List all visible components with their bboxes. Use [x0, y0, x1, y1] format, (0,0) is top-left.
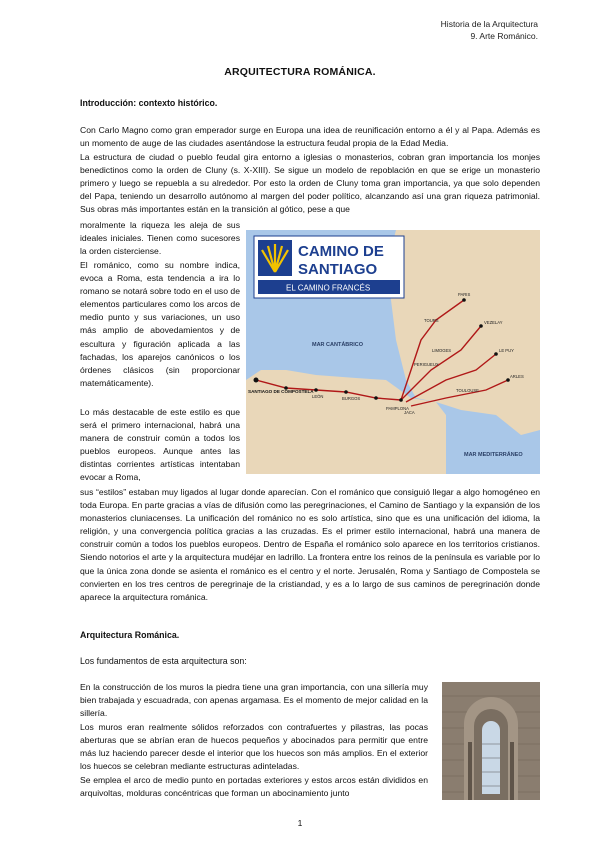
arq-paragraph-3: Se emplea el arco de medio punto en portadas exteriores y estos arcos están divididos en arquivoltas, molduras concéntricas que forman un abocinamiento junto — [80, 775, 428, 799]
city-label: PARIS — [458, 292, 471, 297]
header-topic: 9. Arte Románico. — [470, 31, 538, 41]
city-label: PERIGUEUX — [414, 362, 439, 367]
intro-paragraph-3: El románico, como su nombre indica, evoca a Roma, esta tendencia a ira lo romano se notará sobre todo en el uso de elementos particulares como los arcos de medio punto y sus variaciones, un uso más amplio de abovedamientos y de escultura y figuración aplicada a las fachadas, los aparejos canónicos o los órdenes clásicos (sin proporcionar matemáticamente). — [80, 260, 240, 388]
arq-heading: Arquitectura Románica. — [80, 630, 180, 640]
stop — [314, 388, 318, 392]
header-course: Historia de la Arquitectura — [440, 19, 538, 29]
stop — [374, 396, 378, 400]
city-label: JACA — [404, 410, 415, 415]
stop-paris — [462, 298, 466, 302]
sea-north-label: MAR CANTÁBRICO — [312, 342, 364, 348]
intro-paragraph-2: La estructura de ciudad o pueblo feudal gira entorno a iglesias o monasterios, cobran gran importancia los monjes benedictinos como la orden de Cluny (s. X-XIII). Se sigue un modelo de repoblación en que se erige un monasterio primero y luego se repuebla a su alrededor. Por esto la orden de Cluny toma gran importancia, ya que solo dependen del Papa, teniendo un desarrollo autónomo al margen del poder político, alcanzando así una gran riqueza patrimonial. Sus obras más importantes están en la transición al gótico, pese a que — [80, 152, 540, 215]
page-header — [441, 18, 538, 42]
sea-south-label: MAR MEDITERRÁNEO — [464, 452, 523, 458]
city-label: BURGOS — [342, 396, 361, 401]
arq-paragraph-1: En la construcción de los muros la piedra tiene una gran importancia, con una sillería muy bien trabajada y escuadrada, con apenas argamasa. Es el momento de mejor calidad en la sillería. — [80, 682, 428, 719]
city-label: LE PUY — [499, 348, 514, 353]
page-number: 1 — [297, 818, 303, 828]
right-column — [510, 742, 514, 800]
intro-paragraph-1: Con Carlo Magno como gran emperador surge en Europa una idea de reunificación entorno a él y al Papa. Además es un momento de auge de las ciudades asentándose la estructura feudal propia de la Edad Media. — [80, 125, 540, 149]
city-label: PAMPLONA — [386, 406, 409, 411]
city-label: VEZELAY — [484, 320, 503, 325]
stop-le-puy — [494, 352, 498, 356]
city-label: TOURS — [424, 318, 439, 323]
intro-paragraph-2b: moralmente la riqueza les aleja de sus ideales iniciales. Tienen como sucesores la orden cisterciense. — [80, 220, 240, 257]
city-label: ARLES — [510, 374, 524, 379]
left-column — [468, 742, 472, 800]
logo-line2: SANTIAGO — [298, 261, 378, 278]
intro-paragraph-4: Lo más destacable de este estilo es que será el primero internacional, habrá una manera de construir común a todos los pueblos europeos. Aunque antes las distintas corrientes artísticas intentaban evocar a Roma, — [80, 407, 240, 483]
fundamentos-heading: Los fundamentos de esta arquitectura son: — [80, 656, 247, 666]
logo-subtitle: EL CAMINO FRANCÉS — [286, 283, 371, 293]
arq-paragraph-2: Los muros eran realmente sólidos reforzados con contrafuertes y pilastras, las pocas aberturas que se abrían eran de huecos pequeños y abocinados para permitir que entre más luz haciendo parecer desde el interior que los huecos son más amplios. En el exterior los huecos se celebran mediante estructuras adinteladas. — [80, 722, 428, 772]
page-title: ARQUITECTURA ROMÁNICA. — [224, 66, 376, 78]
romanesque-window-photo — [442, 682, 540, 800]
stop — [344, 390, 348, 394]
stop-vezelay — [479, 324, 483, 328]
camino-santiago-map — [246, 230, 540, 474]
stop — [399, 398, 403, 402]
city-label: LIMOGES — [432, 348, 452, 353]
city-label: TOULOUSE — [456, 388, 479, 393]
logo-line1: CAMINO DE — [298, 243, 384, 260]
stop-santiago — [254, 378, 259, 383]
city-label: LEÓN — [312, 394, 324, 399]
intro-paragraph-5: sus “estilos” estaban muy ligados al lugar donde aparecían. Con el románico que consiguió llegar a algo homogéneo en toda Europa. En parte gracias a vías de difusión como las peregrinaciones, el Camino de Santiago y la expansión de los monasterios cluniacenses. La unificación del románico no es solo artística, sino que es una unificación del idioma, la religión, y una convergencia política gracias a las cruzadas. Es el primer estilo internacional, habrá una manera de construir común a todos los pueblos europeos. Dentro de España el románico solo aparece en los territorios cristianos. Siendo notorios el arte y la arquitectura mudéjar en ladrillo. La frontera entre los reinos de la península es variable por lo que la única zona donde se asienta el románico es el centro y el norte. Jerusalén, Roma y Santiago de Compostela se convierten en los tres centros de peregrinaje de la cristiandad, y es a lo largo de sus caminos de peregrinación donde aparece la arquitectura románica. — [80, 487, 540, 602]
window-glass — [482, 721, 500, 794]
city-start-label: SANTIAGO DE COMPOSTELA — [248, 389, 314, 394]
intro-heading: Introducción: contexto histórico. — [80, 98, 218, 108]
